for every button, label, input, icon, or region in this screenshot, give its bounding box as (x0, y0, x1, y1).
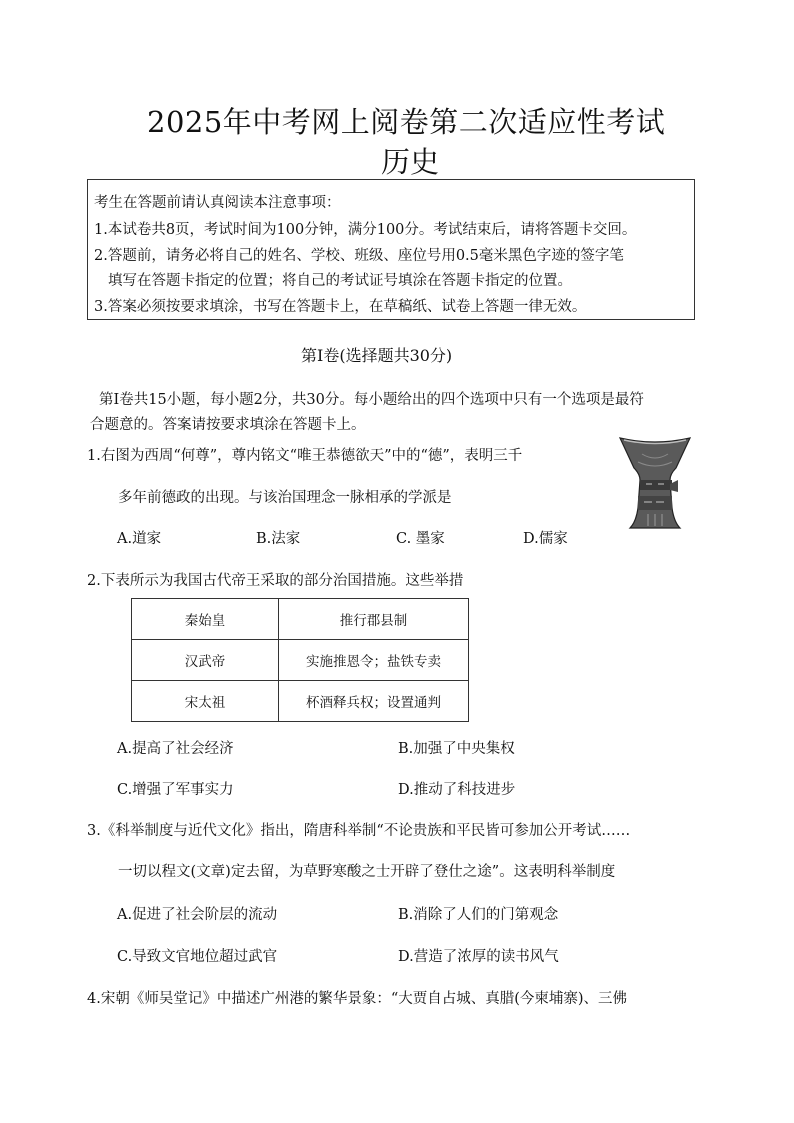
subject-title: 历史 (381, 145, 440, 179)
notice-item-2-cont: 填写在答题卡指定的位置；将自己的考试证号填涂在答题卡指定的位置。 (108, 273, 572, 289)
notice-heading: 考生在答题前请认真阅读本注意事项： (94, 195, 341, 211)
table-cell-emperor: 宋太祖 (132, 681, 279, 722)
table-cell-emperor: 汉武帝 (132, 640, 279, 681)
question-3-option-c[interactable]: C.导致文官地位超过武官 (117, 949, 278, 965)
he-zun-vessel-image (618, 434, 692, 532)
table-row (132, 599, 469, 640)
question-3-stem-line2: 一切以程文(文章)定去留，为草野寒酸之士开辟了登仕之途”。这表明科举制度 (118, 864, 616, 880)
table-row (132, 681, 469, 722)
question-2-option-a[interactable]: A.提高了社会经济 (117, 741, 234, 757)
table-cell-measure: 推行郡县制 (279, 599, 469, 640)
table-row (132, 640, 469, 681)
question-1-option-d[interactable]: D.儒家 (523, 531, 568, 547)
question-1-option-b[interactable]: B.法家 (256, 531, 301, 547)
question-2-option-d[interactable]: D.推动了科技进步 (398, 782, 516, 798)
notice-item-1: 1.本试卷共8页，考试时间为100分钟，满分100分。考试结束后，请将答题卡交回。 (94, 222, 637, 238)
measures-table (131, 598, 469, 722)
section-intro-line2: 合题意的。答案请按要求填涂在答题卡上。 (90, 417, 366, 433)
notice-box (87, 179, 695, 320)
question-1-stem-line2: 多年前德政的出现。与该治国理念一脉相承的学派是 (118, 490, 452, 506)
question-1-option-c[interactable]: C. 墨家 (396, 531, 445, 547)
question-3-option-b[interactable]: B.消除了人们的门第观念 (398, 907, 559, 923)
question-3-option-a[interactable]: A.促进了社会阶层的流动 (117, 907, 278, 923)
section-title: 第Ⅰ卷(选择题共30分) (301, 346, 453, 365)
table-cell-measure: 实施推恩令；盐铁专卖 (279, 640, 469, 681)
question-2-option-c[interactable]: C.增强了军事实力 (117, 782, 234, 798)
table-cell-measure: 杯酒释兵权；设置通判 (279, 681, 469, 722)
question-1-stem-line1: 1.右图为西周“何尊”，尊内铭文“唯王恭德欲天”中的“德”，表明三千 (87, 448, 523, 464)
table-cell-emperor: 秦始皇 (132, 599, 279, 640)
question-1-option-a[interactable]: A.道家 (117, 531, 162, 547)
question-3-option-d[interactable]: D.营造了浓厚的读书风气 (398, 949, 559, 965)
question-2-option-b[interactable]: B.加强了中央集权 (398, 741, 515, 757)
notice-item-3: 3.答案必须按要求填涂，书写在答题卡上，在草稿纸、试卷上答题一律无效。 (94, 299, 587, 315)
exam-title: 2025年中考网上阅卷第二次适应性考试 (147, 105, 666, 139)
question-2-stem: 2.下表所示为我国古代帝王采取的部分治国措施。这些举措 (87, 573, 464, 589)
notice-item-2: 2.答题前，请务必将自己的姓名、学校、班级、座位号用0.5毫米黑色字迹的签字笔 (94, 248, 624, 264)
question-4-stem-line1: 4.宋朝《师吴堂记》中描述广州港的繁华景象：“大贾自占城、真腊(今柬埔寨)、三佛 (87, 991, 628, 1007)
question-3-stem-line1: 3.《科举制度与近代文化》指出，隋唐科举制“不论贵族和平民皆可参加公开考试…… (87, 823, 631, 839)
section-intro-line1: 第Ⅰ卷共15小题，每小题2分，共30分。每小题给出的四个选项中只有一个选项是最符 (99, 392, 644, 408)
